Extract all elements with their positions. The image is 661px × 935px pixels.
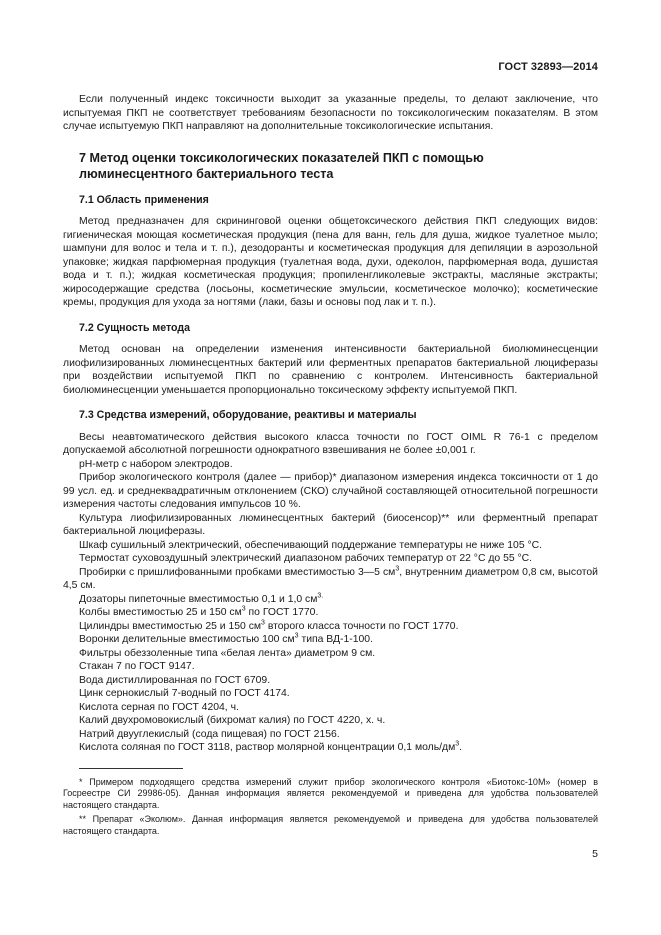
section-7-1-text: Метод предназначен для скрининговой оценки общетоксического действия ПКП следующих видов: гигиеническая моющая косметическая продукция (пена для ванн, гель для душа, жидкое туалетное мыло; шампуни для волос и тела и т. п.), дезодоранты и косметическая продукция для депиляции в аэрозольной упаковке; жидкая парфюмерная продукция (туалетная вода, духи, одеколон, парфюмерная вода, душистая вода и т. п.); жидкая косметическая продукция; пропиленгликолевые экстракты, масляные экстракты; жиросодержащие средства (лосьоны, косметические эмульсии, косметическое молочко); косметические кремы, продукция для ухода за ногтями (лаки, базы и основы под лак и т. п.). <box>63 216 598 308</box>
list-item-filters: Фильтры обеззоленные типа «белая лента» диаметром 9 см. <box>79 647 376 659</box>
list-item-flasks <box>63 606 598 620</box>
list-item-sodium: Натрий двууглекислый (сода пищевая) по ГОСТ 2156. <box>79 728 340 740</box>
list-item-water: Вода дистиллированная по ГОСТ 6709. <box>79 674 271 686</box>
section-7-title: 7 Метод оценки токсикологических показателей ПКП с помощью люминесцентного бактериального теста <box>79 150 484 181</box>
flasks-text-a: Колбы вместимостью 25 и 150 см <box>79 607 242 618</box>
list-item-ph-meter: pH-метр с набором электродов. <box>79 458 233 470</box>
list-item-thermostat: Термостат суховоздушный электрический диапазоном рабочих температур от 22 °С до 55 °С. <box>79 553 533 564</box>
funnels-text-a: Воронки делительные вместимостью 100 см <box>79 634 295 645</box>
list-item-dispensers <box>63 593 598 607</box>
list-item-glass: Стакан 7 по ГОСТ 9147. <box>79 661 195 672</box>
tubes-text-b: , внутренним диаметром 0,8 см, высотой 4,5 см. <box>63 566 598 591</box>
section-7-1-title: 7.1 Область применения <box>79 193 209 206</box>
hcl-text-b: . <box>459 742 463 753</box>
section-7-2-title: 7.2 Сущность метода <box>79 321 191 334</box>
list-item-potassium: Калий двухромовокислый (бихромат калия) по ГОСТ 4220, х. ч. <box>79 715 386 726</box>
hcl-text-a: Кислота соляная по ГОСТ 3118, раствор молярной концентрации 0,1 моль/дм <box>79 742 456 753</box>
footnote-1: * Примером подходящего средства измерений служит прибор экологического контроля «Биотокс-10М» (номер в Госреестре СИ 29986-05). Данная информация является рекомендуемой и приведена для удобства пользователей настоящего стандарта. <box>63 776 598 810</box>
flasks-sup: 3 <box>241 605 246 613</box>
cylinders-sup: 3 <box>261 619 265 627</box>
intro-paragraph: Если полученный индекс токсичности выходит за указанные пределы, то делают заключение, что испытуемая ПКП не соответствует требованиям безопасности по токсикологическим показателям. В этом случае испытуемую ПКП направляют на дополнительные токсикологические испытания. <box>63 94 598 132</box>
equipment-list <box>63 431 598 755</box>
section-7-3-title: 7.3 Средства измерений, оборудование, реактивы и материалы <box>79 409 417 421</box>
cylinders-text-a: Цилиндры вместимостью 25 и 150 см <box>79 620 262 632</box>
flasks-text-b: по ГОСТ 1770. <box>245 607 319 618</box>
tubes-text-a: Пробирки с пришлифованными пробками вместимостью 3—5 см <box>79 566 396 578</box>
list-item-cylinders <box>63 620 598 634</box>
document-header: ГОСТ 32893—2014 <box>498 61 598 73</box>
list-item-zinc: Цинк сернокислый 7-водный по ГОСТ 4174. <box>79 688 290 699</box>
list-item-tubes <box>63 566 598 593</box>
dispensers-text: Дозаторы пипеточные вместимостью 0,1 и 1,0 см <box>79 593 318 605</box>
list-item-hcl <box>63 741 598 755</box>
funnels-text-b: типа ВД-1-100. <box>298 634 373 645</box>
list-item-sulfuric-acid: Кислота серная по ГОСТ 4204, ч. <box>79 701 239 713</box>
list-item-oven: Шкаф сушильный электрический, обеспечивающий поддержание температуры не ниже 105 °С. <box>79 539 543 551</box>
page-content <box>63 93 598 840</box>
list-item-scales: Весы неавтоматического действия высокого класса точности по ГОСТ OIML R 76-1 с пределом допускаемой абсолютной погрешности однократного взвешивания не более ±0,001 г. <box>63 431 598 456</box>
hcl-sup: 3 <box>455 740 460 748</box>
tubes-sup: 3 <box>395 565 400 573</box>
funnels-sup: 3 <box>294 632 299 640</box>
cylinders-text-b: второго класса точности по ГОСТ 1770. <box>264 620 459 632</box>
section-7-2-text: Метод основан на определении изменения интенсивности бактериальной биолюминесценции лиофилизированных люминесцентных бактерий или ферментных препаратов бактериальной люциферазы при воздействии испытуемой ПКП по сравнению с контролем. Интенсивность бактериальной биолюминесценции уменьшается пропорционально токсическому эффекту испытуемой ПКП. <box>63 344 598 396</box>
footnote-divider <box>79 768 183 769</box>
list-item-device: Прибор экологического контроля (далее — прибор)* диапазоном измерения индекса токсичности от 1 до 99 усл. ед. и среднеквадратичным отклонением (СКО) случайной составляющей относительной погрешности измерения частоты следования импульсов 10 %. <box>63 472 598 510</box>
footnote-2: ** Препарат «Эколюм». Данная информация является рекомендуемой и приведена для удобства пользователей настоящего стандарта. <box>63 814 598 836</box>
footnotes <box>63 777 598 838</box>
dispensers-sup: 3. <box>317 592 324 600</box>
page-number: 5 <box>592 848 598 860</box>
list-item-culture: Культура лиофилизированных люминесцентных бактерий (биосенсор)** или ферментный препарат бактериальной люциферазы. <box>63 512 598 537</box>
list-item-funnels <box>63 633 598 647</box>
